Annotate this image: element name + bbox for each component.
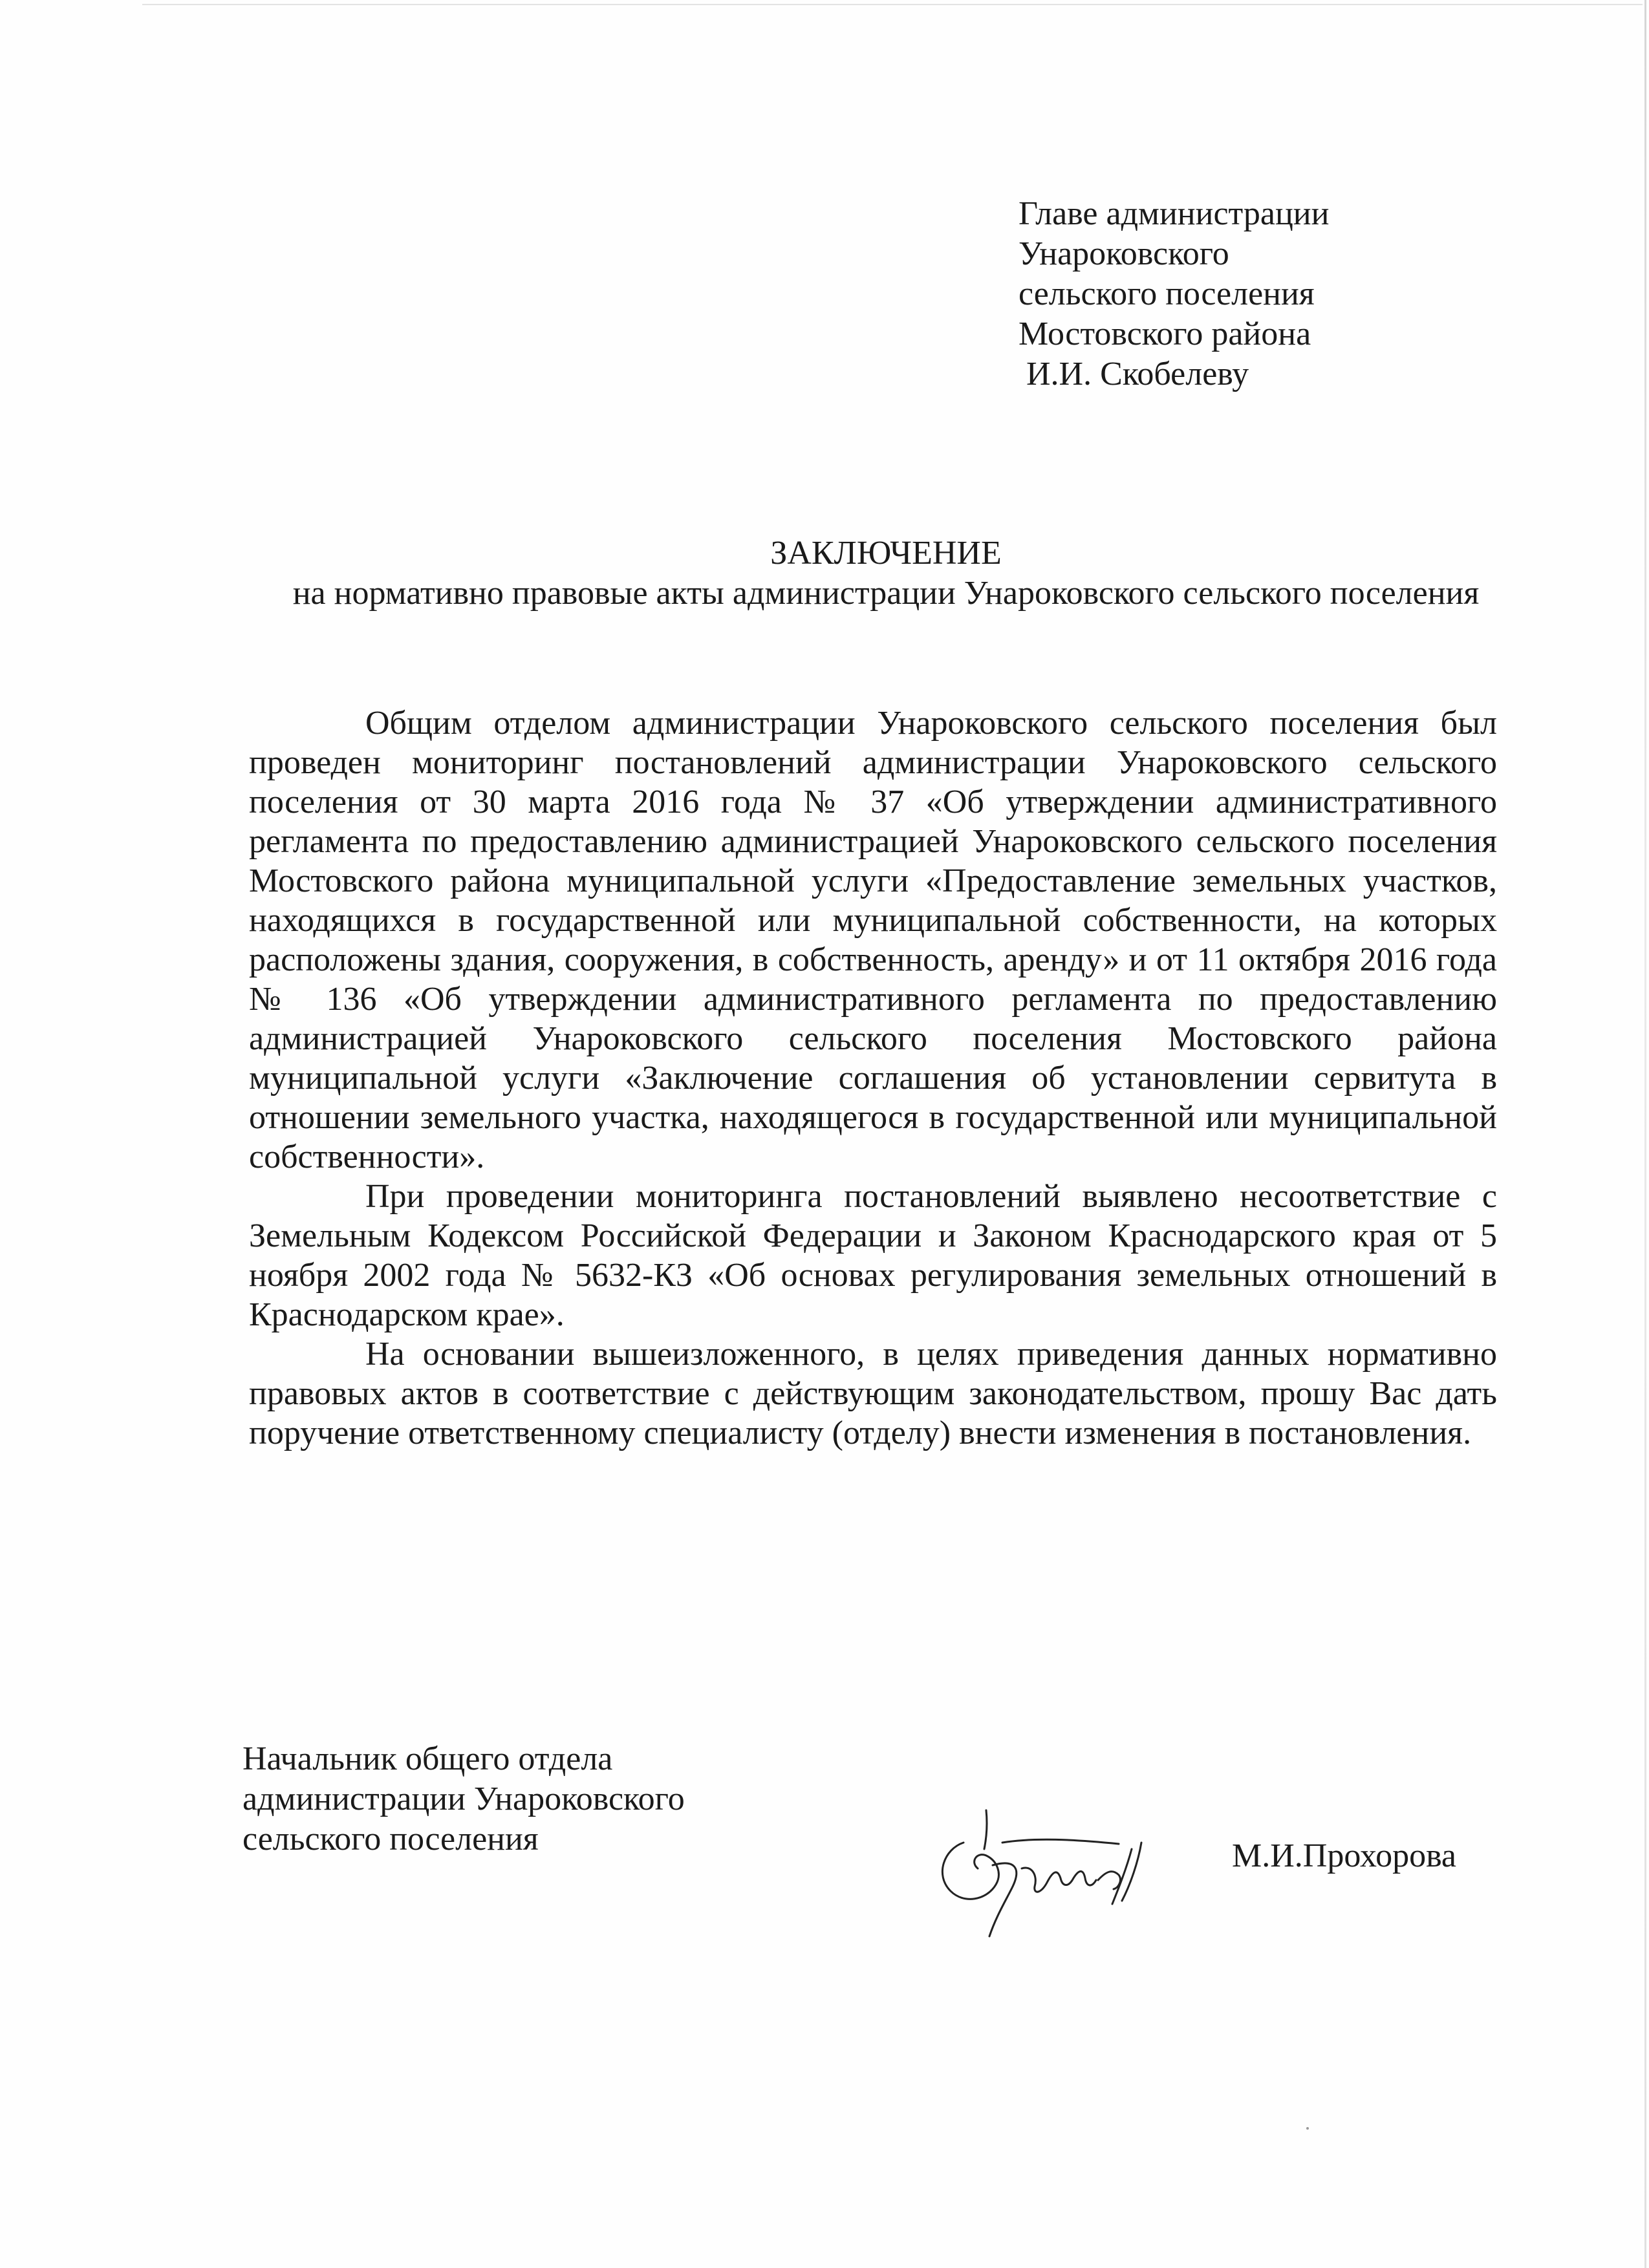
signer-position-line: Начальник общего отдела bbox=[242, 1740, 613, 1777]
addressee-line: Главе администрации bbox=[1018, 195, 1330, 232]
body-paragraph: На основании вышеизложенного, в целях приведения данных нормативно правовых актов в соответствие с действующим законодательством, прошу Вас дать поручение ответственному специалисту (отделу) внести изменения в постановления. bbox=[249, 1336, 1497, 1451]
body-paragraph: При проведении мониторинга постановлений выявлено несоответствие с Земельным Кодексом Российской Федерации и Законом Краснодарского края от 5 ноября 2002 года № 5632-КЗ «Об основах регулирования земельных отношений в Краснодарском крае». bbox=[249, 1178, 1497, 1333]
scan-edge-right bbox=[1644, 0, 1646, 2268]
signer-position-line: сельского поселения bbox=[242, 1821, 539, 1857]
scan-edge-top bbox=[142, 4, 1643, 5]
addressee-line: Мостовского района bbox=[1018, 316, 1311, 352]
signer-position-line: администрации Унароковского bbox=[242, 1781, 685, 1817]
body-paragraph: Общим отделом администрации Унароковского сельского поселения был проведен мониторинг постановлений администрации Унароковского сельского поселения от 30 марта 2016 года № 37 «Об утверждении административного регламента по предоставлению администрацией Унароковского сельского поселения Мостовского района муниципальной услуги «Предоставление земельных участков, находящихся в государственной или муниципальной собственности, на которых расположены здания, сооружения, в собственность, аренду» и от 11 октября 2016 года № 136 «Об утверждении административного регламента по предоставлению администрацией Унароковского сельского поселения Мостовского района муниципальной услуги «Заключение соглашения об установлении сервитута в отношении земельного участка, находящегося в государственной или муниципальной собственности». bbox=[249, 705, 1497, 1175]
document-title bbox=[246, 533, 1526, 614]
signer-name: М.И.Прохорова bbox=[1232, 1837, 1457, 1874]
scan-speck bbox=[1306, 2127, 1309, 2130]
addressee-line: Унароковского bbox=[1018, 235, 1229, 272]
document-body bbox=[249, 703, 1497, 1453]
addressee-line: сельского поселения bbox=[1018, 275, 1315, 312]
addressee-name: И.И. Скобелеву bbox=[1026, 356, 1249, 392]
signer-position bbox=[242, 1739, 685, 1859]
title-subtitle: на нормативно правовые акты администрации Унароковского сельского поселения bbox=[292, 575, 1480, 612]
addressee-block bbox=[1018, 194, 1329, 394]
title-heading: ЗАКЛЮЧЕНИЕ bbox=[770, 535, 1002, 572]
handwritten-signature bbox=[925, 1804, 1170, 1940]
